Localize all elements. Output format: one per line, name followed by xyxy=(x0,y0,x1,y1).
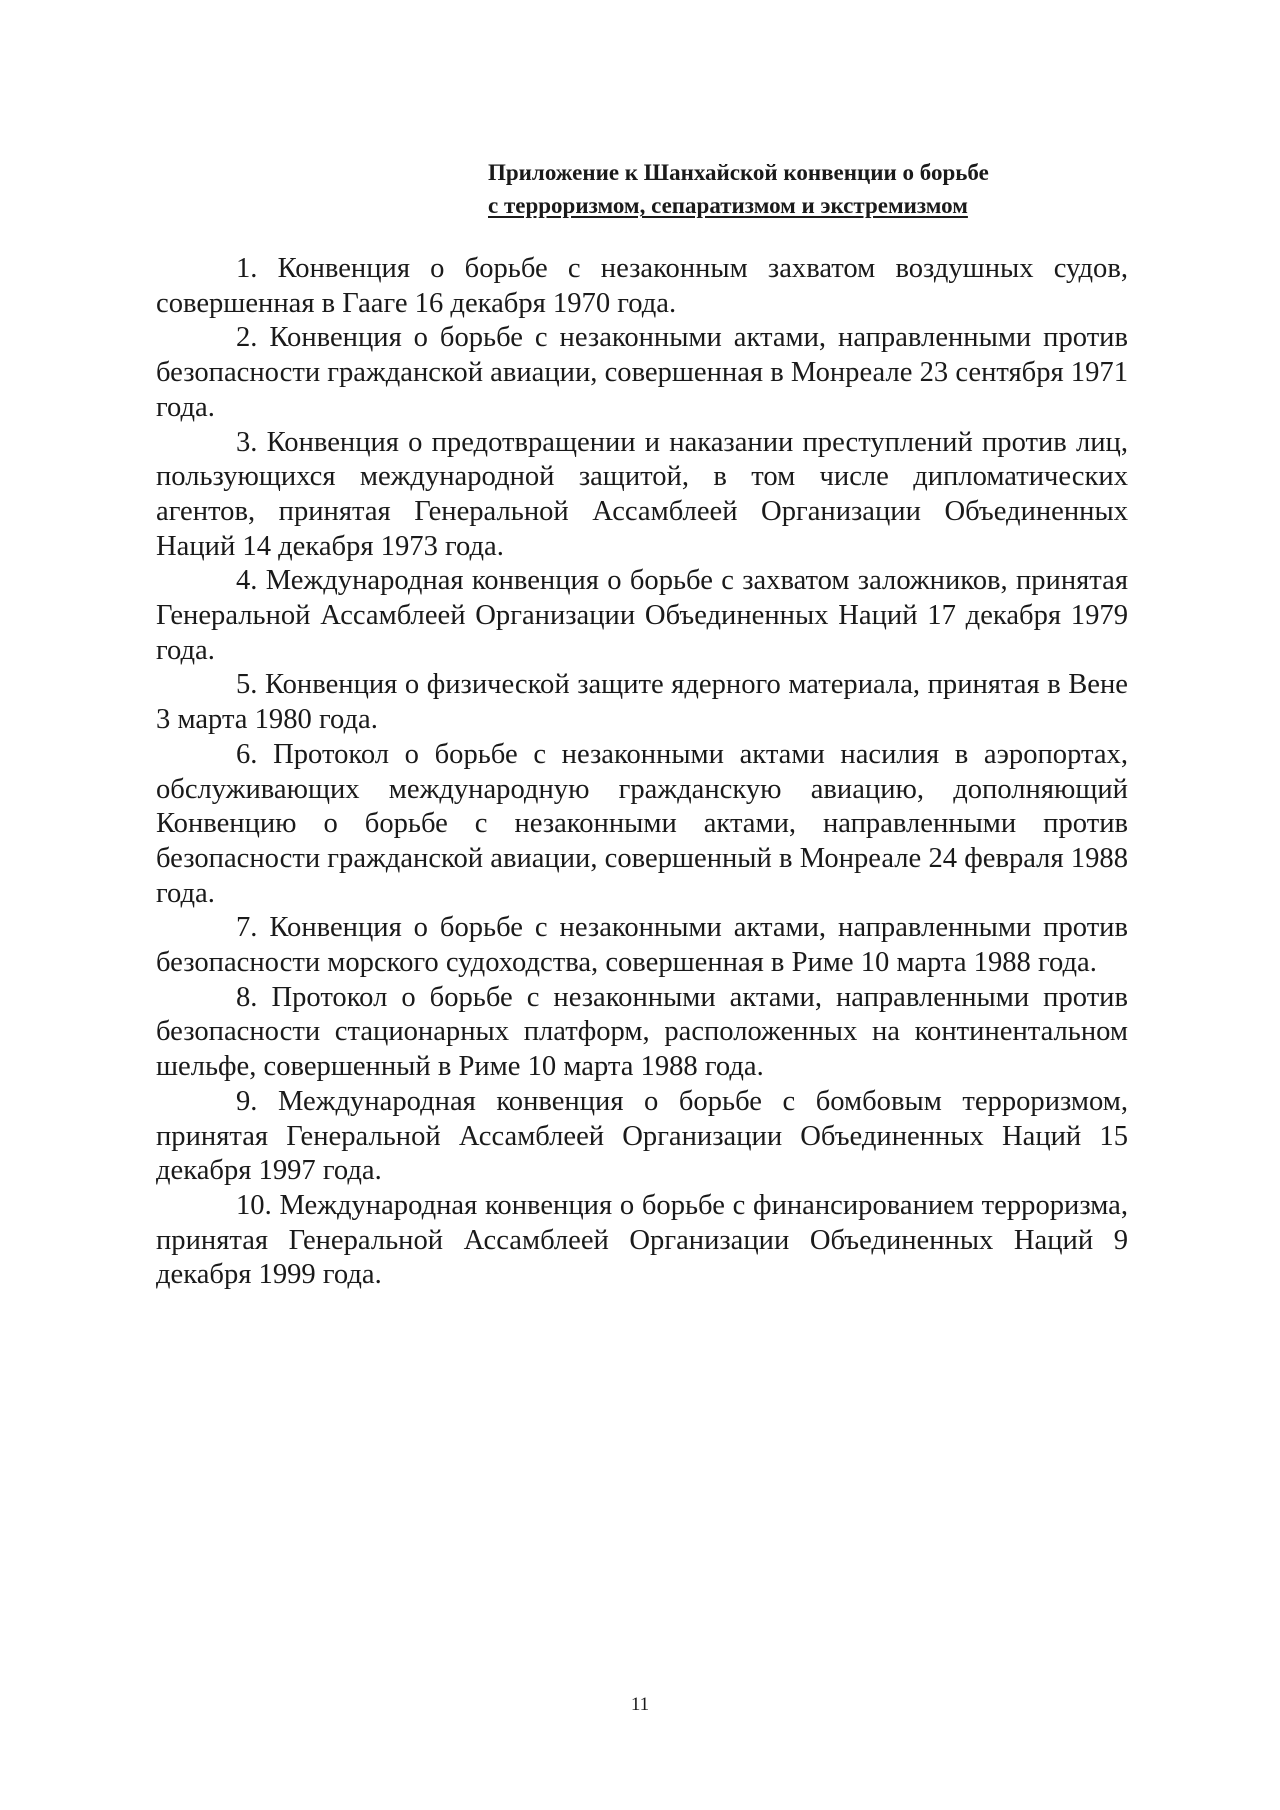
list-item: 9. Международная конвенция о борьбе с бомбовым терроризмом, принятая Генеральной Ассамблеей Организации Объединенных Наций 15 декабря 1997 года. xyxy=(156,1085,1128,1187)
page-number: 11 xyxy=(630,1694,650,1715)
list-item: 3. Конвенция о предотвращении и наказании преступлений против лиц, пользующихся международной защитой, в том числе дипломатических агентов, принятая Генеральной Ассамблеей Организации Объединенных Наций 14 декабря 1973 года. xyxy=(156,426,1128,562)
list-item: 8. Протокол о борьбе с незаконными актами, направленными против безопасности стационарных платформ, расположенных на континентальном шельфе, совершенный в Риме 10 марта 1988 года. xyxy=(156,981,1128,1083)
list-item: 1. Конвенция о борьбе с незаконным захватом воздушных судов, совершенная в Гааге 16 декабря 1970 года. xyxy=(156,253,1128,319)
appendix-heading xyxy=(488,156,1048,222)
heading-line-1: Приложение к Шанхайской конвенции о борьбе xyxy=(488,160,989,185)
list-item: 6. Протокол о борьбе с незаконными актами насилия в аэропортах, обслуживающих международную гражданскую авиацию, дополняющий Конвенцию о борьбе с незаконными актами, направленными против безопасности гражданской авиации, совершенный в Монреале 24 февраля 1988 года. xyxy=(156,738,1128,909)
list-item: 5. Конвенция о физической защите ядерного материала, принятая в Вене 3 марта 1980 года. xyxy=(156,669,1128,736)
list-item: 4. Международная конвенция о борьбе с захватом заложников, принятая Генеральной Ассамблеей Организации Объединенных Наций 17 декабря 1979 года. xyxy=(156,565,1128,666)
conventions-list xyxy=(156,252,1128,1293)
list-item: 10. Международная конвенция о борьбе с финансированием терроризма, принятая Генеральной Ассамблеей Организации Объединенных Наций 9 декабря 1999 года. xyxy=(156,1189,1128,1291)
list-item: 2. Конвенция о борьбе с незаконными актами, направленными против безопасности гражданской авиации, совершенная в Монреале 23 сентября 1971 года. xyxy=(156,322,1128,423)
heading-line-2: с терроризмом, сепаратизмом и экстремизмом xyxy=(488,193,968,218)
list-item: 7. Конвенция о борьбе с незаконными актами, направленными против безопасности морского судоходства, совершенная в Риме 10 марта 1988 года. xyxy=(156,912,1128,979)
